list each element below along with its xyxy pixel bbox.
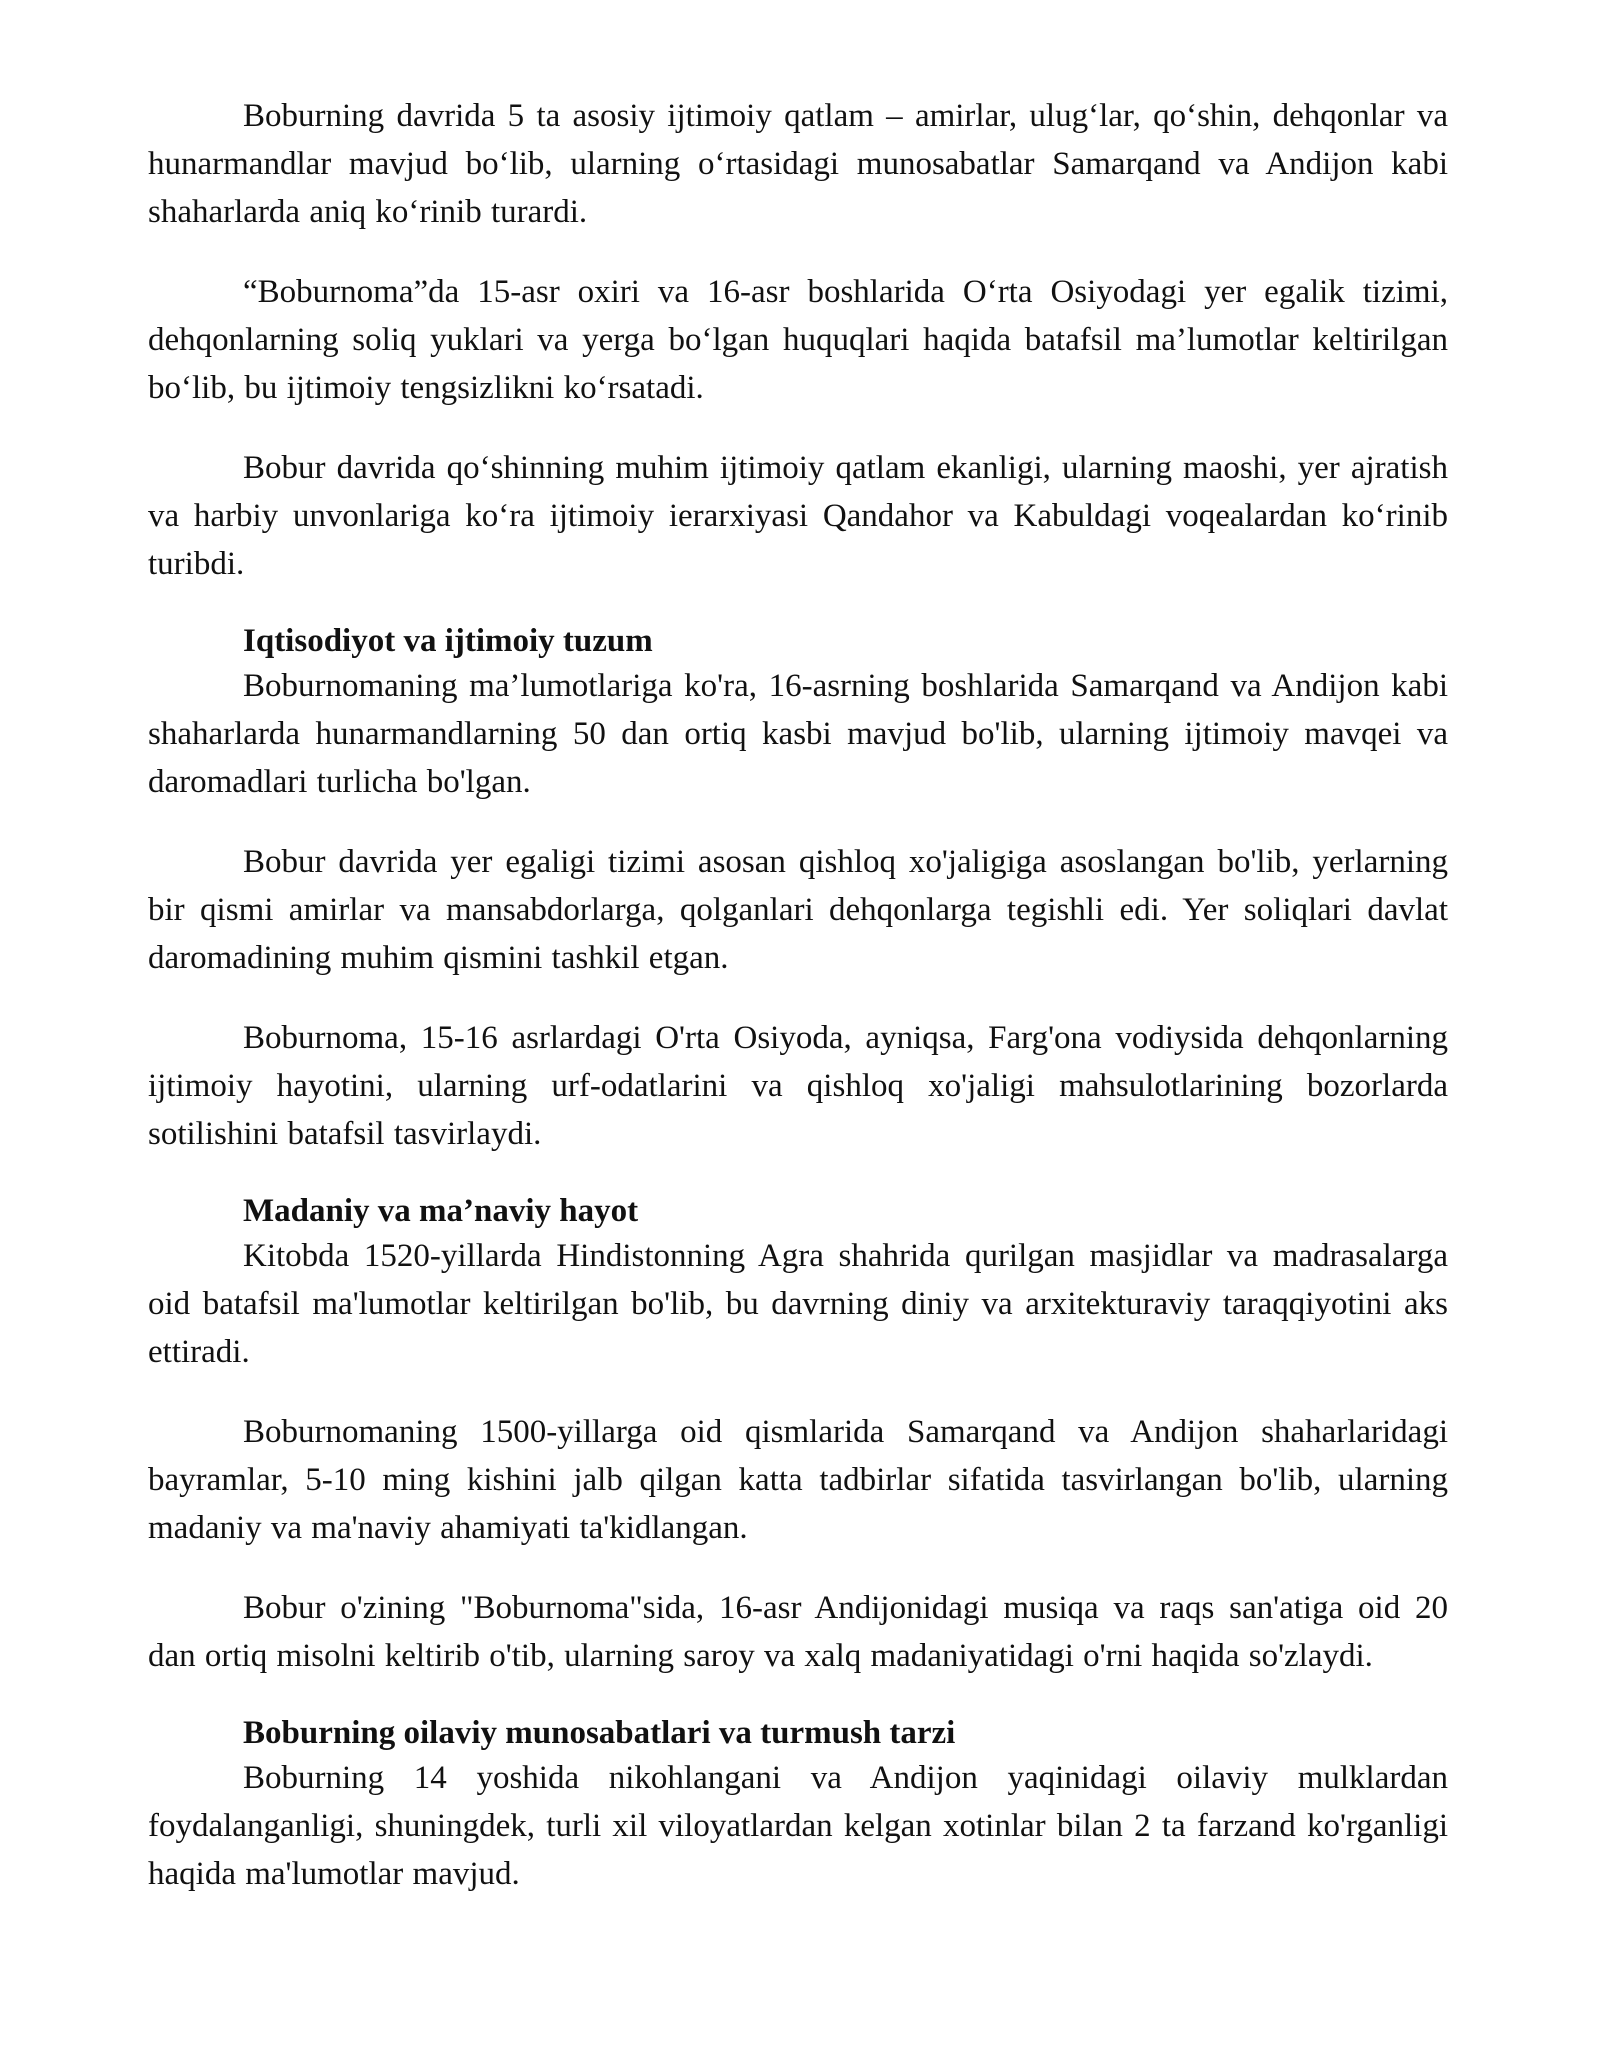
family-paragraph-1: Boburning 14 yoshida nikohlangani va Andijon yaqinidagi oilaviy mulklardan foydalanganligi, shuningdek, turli xil viloyatlardan kelgan xotinlar bilan 2 ta farzand ko'rganligi haqida ma'lumotlar mavjud.: [148, 1760, 1448, 1892]
section-heading-culture: Madaniy va ma’naviy hayot: [243, 1193, 639, 1229]
section-heading-family: Boburning oilaviy munosabatlari va turmush tarzi: [243, 1715, 956, 1751]
intro-paragraph-1: Boburning davrida 5 ta asosiy ijtimoiy qatlam – amirlar, ulug‘lar, qo‘shin, dehqonlar va hunarmandlar mavjud bo‘lib, ularning o‘rtasidagi munosabatlar Samarqand va Andijon kabi shaharlarda aniq ko‘rinib turardi.: [148, 98, 1448, 230]
document-page: [148, 92, 1448, 1930]
economy-paragraph-2: Bobur davrida yer egaligi tizimi asosan qishloq xo'jaligiga asoslangan bo'lib, yerlarning bir qismi amirlar va mansabdorlarga, qolganlari dehqonlarga tegishli edi. Yer soliqlari davlat daromadining muhim qismini tashkil etgan.: [148, 844, 1448, 976]
culture-paragraph-1: Kitobda 1520-yillarda Hindistonning Agra shahrida qurilgan masjidlar va madrasalarga oid batafsil ma'lumotlar keltirilgan bo'lib, bu davrning diniy va arxitekturaviy taraqqiyotini aks ettiradi.: [148, 1238, 1448, 1370]
culture-paragraph-3: Bobur o'zining "Boburnoma"sida, 16-asr Andijonidagi musiqa va raqs san'atiga oid 20 dan ortiq misolni keltirib o'tib, ularning saroy va xalq madaniyatidagi o'rni haqida so'zlaydi.: [148, 1590, 1448, 1674]
culture-paragraph-2: Boburnomaning 1500-yillarga oid qismlarida Samarqand va Andijon shaharlaridagi bayramlar, 5-10 ming kishini jalb qilgan katta tadbirlar sifatida tasvirlangan bo'lib, ularning madaniy va ma'naviy ahamiyati ta'kidlangan.: [148, 1414, 1448, 1546]
section-heading-economy: Iqtisodiyot va ijtimoiy tuzum: [243, 623, 653, 659]
economy-paragraph-3: Boburnoma, 15-16 asrlardagi O'rta Osiyoda, ayniqsa, Farg'ona vodiysida dehqonlarning ijtimoiy hayotini, ularning urf-odatlarini va qishloq xo'jaligi mahsulotlarining bozorlarda sotilishini batafsil tasvirlaydi.: [148, 1020, 1448, 1152]
economy-paragraph-1: Boburnomaning ma’lumotlariga ko'ra, 16-asrning boshlarida Samarqand va Andijon kabi shaharlarda hunarmandlarning 50 dan ortiq kasbi mavjud bo'lib, ularning ijtimoiy mavqei va daromadlari turlicha bo'lgan.: [148, 668, 1448, 800]
intro-paragraph-2: “Boburnoma”da 15-asr oxiri va 16-asr boshlarida O‘rta Osiyodagi yer egalik tizimi, dehqonlarning soliq yuklari va yerga bo‘lgan huquqlari haqida batafsil ma’lumotlar keltirilgan bo‘lib, bu ijtimoiy tengsizlikni ko‘rsatadi.: [148, 274, 1448, 406]
intro-paragraph-3: Bobur davrida qo‘shinning muhim ijtimoiy qatlam ekanligi, ularning maoshi, yer ajratish va harbiy unvonlariga ko‘ra ijtimoiy ierarxiyasi Qandahor va Kabuldagi voqealardan ko‘rinib turibdi.: [148, 450, 1448, 582]
